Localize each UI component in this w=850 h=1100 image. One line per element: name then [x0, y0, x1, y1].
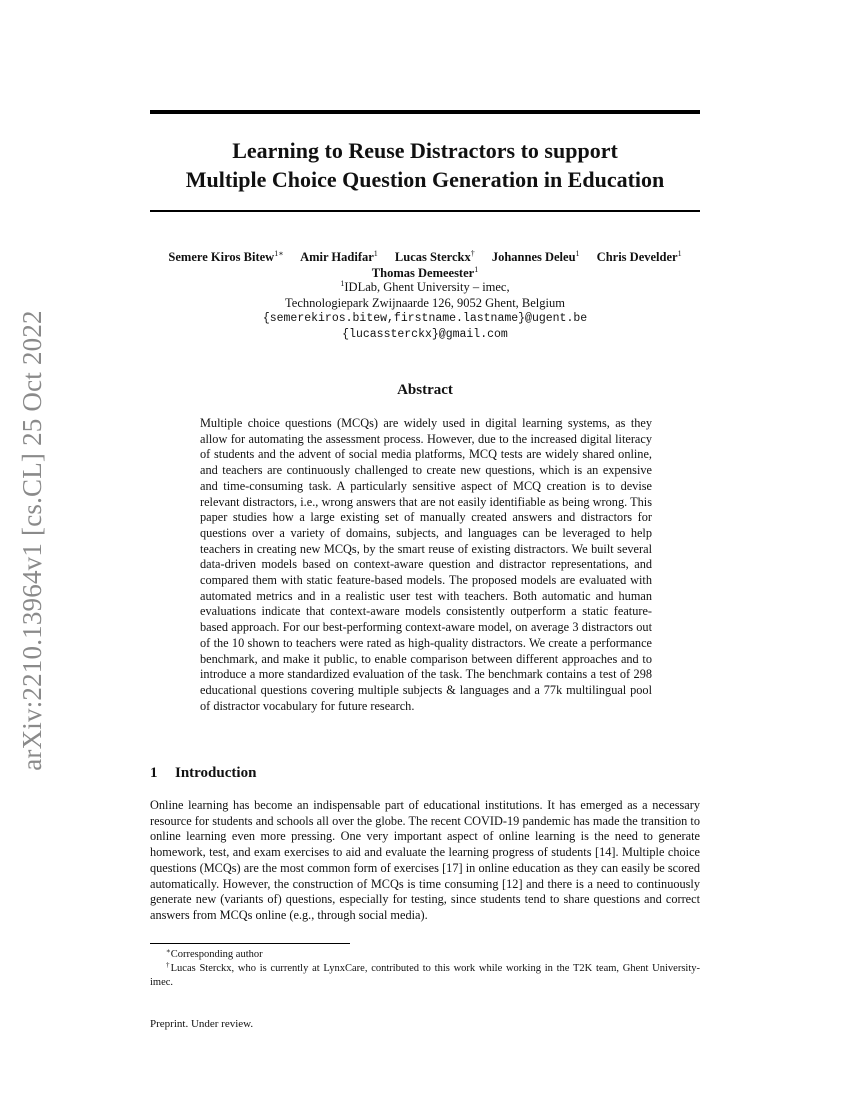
author-name: Johannes Deleu: [491, 250, 576, 264]
arxiv-stamp: [14, 300, 50, 780]
author-mark: 1: [474, 265, 479, 274]
title-line-2: Multiple Choice Question Generation in Education: [185, 167, 665, 192]
footnote-text: Corresponding author: [170, 949, 263, 960]
author-list: [130, 249, 720, 281]
author-mark: 1: [373, 249, 378, 258]
author-email-1: {semerekiros.bitew,firstname.lastname}@ugent.be: [262, 312, 588, 325]
footnote-mark: †: [166, 961, 171, 969]
footnote-mark: ∗: [166, 947, 171, 955]
affiliation-line-2: Technologiepark Zwijnaarde 126, 9052 Ghent, Belgium: [285, 295, 565, 310]
footnote: [150, 962, 700, 989]
section-heading: [150, 765, 700, 782]
author-name: Amir Hadifar: [300, 250, 374, 264]
author-name: Thomas Demeester: [371, 266, 475, 280]
footnote-rule: [150, 943, 350, 944]
section-title: Introduction: [175, 765, 257, 781]
abstract-body: Multiple choice questions (MCQs) are widely used in digital learning systems, as they allow for automating the assessment process. However, due to the increased digital literacy of students and the advent of social media platforms, MCQ tests are widely shared online, and teachers are continuously challenged to create new questions, which is an expensive and time-consuming task. A particularly sensitive aspect of MCQ creation is to devise relevant distractors, i.e., wrong answers that are not easily identifiable as being wrong. This paper studies how a large existing set of manually created answers and distractors for questions over a variety of domains, subjects, and languages can be leveraged to help teachers in creating new MCQs, by the smart reuse of existing distractors. We built several data-driven models based on context-aware question and distractor representations, and compared them with static feature-based models. The proposed models are evaluated with automated metrics and in a realistic user test with teachers. Both automatic and human evaluations indicate that context-aware models consistently outperform a static feature-based approach. For our best-performing context-aware model, on average 3 distractors out of the 10 shown to teachers were rated as high-quality distractors. We create a performance benchmark, and make it public, to enable comparison between different approaches and to introduce a more standardized evaluation of the task. The benchmark contains a test of 298 educational questions covering multiple subjects & languages and a 77k multilingual pool of distractor vocabulary for future research.: [200, 416, 652, 713]
author-name: Lucas Sterckx: [394, 250, 471, 264]
abstract-heading: Abstract: [397, 382, 453, 398]
author-mark: †: [470, 249, 475, 258]
section-number: 1: [150, 765, 158, 781]
preprint-notice: Preprint. Under review.: [150, 1018, 254, 1030]
author-name: Semere Kiros Bitew: [168, 250, 275, 264]
title-line-1: Learning to Reuse Distractors to support: [232, 138, 618, 163]
affiliation: [150, 280, 700, 342]
author-email-2: {lucassterckx}@gmail.com: [342, 327, 508, 341]
author-mark: 1: [677, 249, 682, 258]
author-mark: 1: [575, 249, 580, 258]
paper-title: [150, 136, 700, 194]
footnote-text: Lucas Sterckx, who is currently at LynxCare, contributed to this work while working in the T2K team, Ghent University-imec.: [150, 963, 700, 988]
author-mark: 1∗: [274, 249, 284, 258]
introduction-body: Online learning has become an indispensable part of educational institutions. It has emerged as a necessary resource for students and schools all over the globe. The recent COVID-19 pandemic has made the transition to online learning even more pressing. One very important aspect of online learning is the need to generate homework, test, and exam exercises to aid and evaluate the learning progress of students [14]. Multiple choice questions (MCQs) are the most common form of exercises [17] in online education as they can easily be scored automatically. However, the construction of MCQs is time consuming [12] and there is a need to continuously generate new (variants of) questions, especially for testing, since students tend to share questions and correct answers from MCQs online (e.g., through social media).: [150, 798, 700, 922]
arxiv-stamp-text: arXiv:2210.13964v1 [cs.CL] 25 Oct 2022: [16, 309, 47, 771]
title-top-rule: [150, 110, 700, 114]
title-bottom-rule: [150, 210, 700, 212]
affiliation-line-1: IDLab, Ghent University – imec,: [344, 280, 510, 294]
author-name: Chris Develder: [596, 250, 678, 264]
affiliation-mark: 1: [340, 279, 345, 288]
footnote: [150, 948, 700, 962]
